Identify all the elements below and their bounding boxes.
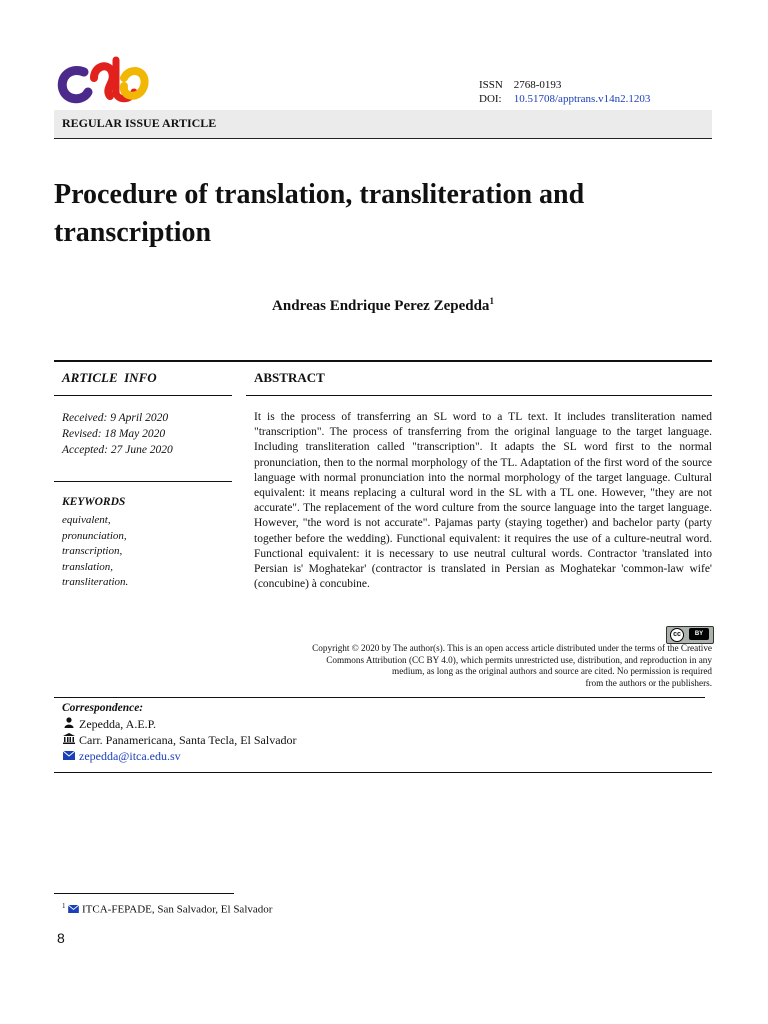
institution-icon — [62, 733, 76, 748]
received-date: Received: 9 April 2020 — [62, 412, 169, 424]
abstract-heading-rule — [246, 395, 712, 396]
accepted-date: Accepted: 27 June 2020 — [62, 444, 173, 456]
keyword: transliteration. — [62, 576, 129, 588]
article-type-banner — [54, 110, 712, 139]
correspondence-rule — [54, 697, 705, 698]
footnote-mark: 1 — [62, 902, 66, 910]
correspondence-heading: Correspondence: — [62, 702, 144, 714]
footnote — [62, 902, 272, 916]
revised-date: Revised: 18 May 2020 — [62, 428, 166, 440]
copyright-notice — [254, 643, 712, 689]
abstract-heading: ABSTRACT — [254, 370, 325, 385]
footnote-rule — [54, 893, 234, 894]
cc-by-license-badge[interactable] — [666, 626, 714, 644]
user-icon — [62, 717, 76, 732]
article-title: Procedure of translation, transliteration and transcription — [54, 179, 585, 248]
keyword: translation, — [62, 560, 114, 573]
envelope-icon — [68, 904, 82, 916]
section-top-rule — [54, 360, 712, 362]
by-icon: BY — [689, 628, 709, 640]
keywords-list — [62, 513, 128, 591]
envelope-icon — [62, 749, 76, 764]
doi-link[interactable]: 10.51708/apptrans.v14n2.1203 — [513, 93, 651, 105]
journal-logo — [54, 48, 150, 108]
correspondence-address: Carr. Panamericana, Santa Tecla, El Salvador — [79, 733, 297, 747]
article-dates — [62, 410, 173, 458]
footnote-text: ITCA-FEPADE, San Salvador, El Salvador — [82, 903, 273, 916]
cc-icon: cc — [670, 628, 684, 642]
article-info-heading: ARTICLE INFO — [62, 370, 157, 385]
doi-label: DOI: — [479, 93, 502, 105]
page-number: 8 — [57, 930, 65, 946]
issn-label: ISSN — [479, 79, 503, 91]
dates-divider — [54, 481, 232, 482]
correspondence-name: Zepedda, A.E.P. — [79, 717, 156, 731]
correspondence-email-row — [62, 749, 181, 764]
keywords-heading: KEYWORDS — [62, 496, 126, 508]
abstract-text: It is the process of transferring an SL word to a TL text. It includes transliteration named "transcription". The process of transferring from the original language to the target language. Including transliteration called "transcription". It adapts the SL word first to the normal pronunciation, then to the normal morphology of the TL. Adaptation of the first word of the source language with normal pronunciation into the normal morphology of the target language. Cultural equivalent: it means replacing a cultural word in the SL with a TL one. However, "they are not accurate". The replacement of the word culture from the source language into the target language. However, "the word is not accurate". Pajamas party (staying together) and bachelor party (party together before the wedding). Functional equivalent: it requires the use of a culture-neutral word. Functional equivalent: it is necessary to use neutral cultural words. Contractor 'translated into Persian is' Moghatekar' (contractor is translated in Persian as Moghatekar 'common-law wife' (concubine) à concubine. — [254, 411, 712, 591]
author-line — [54, 296, 712, 315]
author-name: Andreas Endrique Perez Zepedda — [272, 298, 490, 314]
article-type: REGULAR ISSUE ARTICLE — [62, 116, 217, 130]
info-heading-rule — [54, 395, 232, 396]
author-affiliation-mark: 1 — [489, 296, 494, 306]
keyword: pronunciation, — [62, 529, 127, 542]
keyword: transcription, — [62, 545, 123, 557]
correspondence-address-row — [62, 733, 297, 748]
copyright-line: Commons Attribution (CC BY 4.0), which permits unrestricted use, distribution, and reproduction in any — [326, 654, 712, 665]
journal-identifiers — [479, 78, 650, 106]
issn-value: 2768-0193 — [513, 79, 562, 91]
copyright-line: Copyright © 2020 by The author(s). This is an open access article distributed under the terms of the Creative — [312, 643, 712, 653]
copyright-line: from the authors or the publishers. — [585, 677, 712, 688]
correspondence-bottom-rule — [54, 772, 712, 773]
correspondence-email-link[interactable]: zepedda@itca.edu.sv — [79, 749, 181, 763]
correspondence-name-row — [62, 717, 156, 732]
keyword: equivalent, — [62, 514, 111, 526]
copyright-line: medium, as long as the original authors and source are cited. No permission is required — [392, 666, 712, 676]
